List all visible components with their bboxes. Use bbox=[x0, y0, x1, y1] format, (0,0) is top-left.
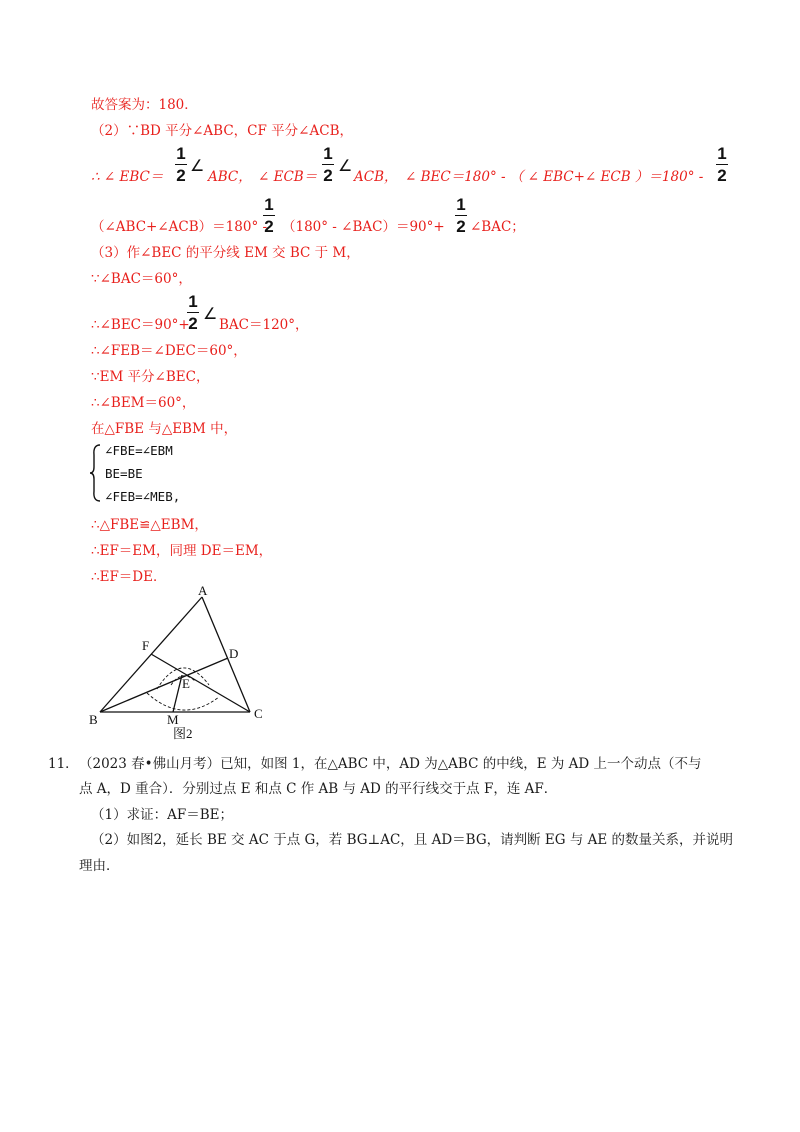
label-b: B bbox=[89, 712, 98, 727]
line-ebc bbox=[91, 168, 163, 186]
line-abc-acb: （∠ABC+∠ACB）＝180° - bbox=[91, 219, 268, 235]
part2-line: （2）∵BD 平分∠ABC，CF 平分∠ACB， bbox=[91, 123, 353, 139]
fraction-half bbox=[187, 293, 199, 332]
fraction-denominator: 2 bbox=[323, 166, 333, 185]
question-line-2: 点 A，D 重合）．分别过点 E 和点 C 作 AB 与 AD 的平行线交于点 F，连 AF． bbox=[79, 781, 558, 797]
side-ac bbox=[202, 597, 250, 712]
line-180-bac: （180° - ∠BAC）＝90°+ bbox=[282, 219, 445, 235]
figure-caption: 图2 bbox=[173, 726, 193, 741]
question-line-5: 理由． bbox=[79, 858, 120, 874]
part3-line: （3）作∠BEC 的平分线 EM 交 BC 于 M， bbox=[91, 245, 360, 261]
question-part-1: （1）求证：AF＝BE； bbox=[91, 807, 233, 823]
fraction-denominator: 2 bbox=[717, 166, 727, 185]
brace-icon bbox=[88, 443, 104, 503]
fraction-numerator: 1 bbox=[188, 292, 198, 311]
fraction-numerator: 1 bbox=[717, 144, 727, 163]
em-bisect-line: ∵EM 平分∠BEC， bbox=[91, 369, 210, 385]
fraction-half bbox=[175, 145, 187, 184]
question-part-2: （2）如图2，延长 BE 交 AC 于点 G，若 BG⊥AC，且 AD＝BG，请判断 EG 与 AE 的数量关系，并说明 bbox=[91, 832, 734, 848]
fraction-numerator: 1 bbox=[456, 195, 466, 214]
bec-value-line: ∴∠BEC＝90°+ bbox=[91, 317, 190, 333]
angle-icon: ∠ bbox=[190, 156, 205, 175]
line-bac-end: ∠BAC； bbox=[470, 219, 525, 235]
system-eq-3: ∠FEB=∠MEB, bbox=[105, 489, 181, 504]
abc-text: ABC， bbox=[208, 169, 252, 185]
bac-given: ∵∠BAC＝60°， bbox=[91, 271, 192, 287]
fraction-half bbox=[322, 145, 334, 184]
fraction-numerator: 1 bbox=[323, 144, 333, 163]
question-line-1: （2023 春•佛山月考）已知，如图 1，在△ABC 中，AD 为△ABC 的中线，E 为 AD 上一个动点（不与 bbox=[79, 756, 702, 772]
arc-mark bbox=[147, 693, 219, 710]
fraction-denominator: 2 bbox=[188, 314, 198, 333]
segment-cf bbox=[151, 654, 250, 712]
fraction-denominator: 2 bbox=[264, 217, 274, 236]
conclusion-line: ∴EF＝DE． bbox=[91, 569, 167, 585]
fraction-denominator: 2 bbox=[456, 217, 466, 236]
label-f: F bbox=[142, 638, 150, 653]
system-eq-1: ∠FBE=∠EBM bbox=[105, 443, 173, 458]
question-number: 11． bbox=[48, 756, 79, 772]
system-eq-2: BE=BE bbox=[105, 466, 143, 481]
angle-icon: ∠ bbox=[338, 156, 353, 175]
label-d: D bbox=[229, 646, 239, 661]
label-m: M bbox=[167, 712, 179, 727]
ef-em-line: ∴EF＝EM，同理 DE＝EM， bbox=[91, 543, 273, 559]
feb-dec-line: ∴∠FEB＝∠DEC＝60°， bbox=[91, 343, 247, 359]
label-c: C bbox=[254, 706, 263, 721]
acb-text: ACB， bbox=[354, 169, 398, 185]
ecb-text: ∠ ECB＝ bbox=[258, 169, 318, 185]
label-e: E bbox=[182, 676, 190, 691]
triangle-compare-line: 在△FBE 与△EBM 中， bbox=[91, 421, 238, 437]
fraction-denominator: 2 bbox=[176, 166, 186, 185]
fraction-half bbox=[455, 196, 467, 235]
fraction-numerator: 1 bbox=[176, 144, 186, 163]
triangle-figure bbox=[85, 585, 285, 745]
ebc-text: ∴ ∠ EBC＝ bbox=[91, 169, 164, 185]
bac-120-text: BAC＝120°， bbox=[219, 317, 309, 333]
bec-text: ∠ BEC＝180° - （ ∠ EBC+∠ ECB ）＝180° - bbox=[405, 169, 704, 185]
fraction-numerator: 1 bbox=[264, 195, 274, 214]
angle-icon: ∠ bbox=[203, 304, 218, 323]
bem-line: ∴∠BEM＝60°， bbox=[91, 395, 196, 411]
fraction-half bbox=[716, 145, 728, 184]
congruent-line: ∴△FBE≌△EBM， bbox=[91, 517, 208, 533]
fraction-half bbox=[263, 196, 275, 235]
label-a: A bbox=[198, 585, 208, 598]
answer-line: 故答案为：180． bbox=[91, 97, 198, 113]
